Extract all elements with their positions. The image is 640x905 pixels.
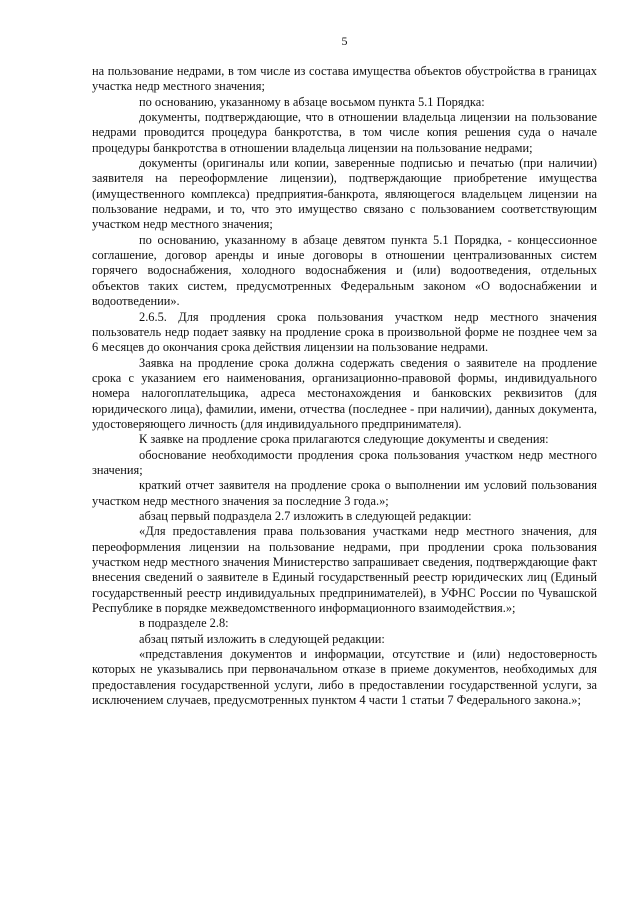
paragraph-8: К заявке на продление срока прилагаются следующие документы и сведения:: [139, 432, 549, 447]
paragraph-3: документы, подтверждающие, что в отношении владельца лицензии на пользование недрами проводится процедура банкротства, в том числе копия решения суда о начале процедуры банкротства в отношении владельца лицензии на пользование недрами;: [92, 110, 597, 155]
paragraph-10: краткий отчет заявителя на продление срока о выполнении им условий пользования участком недр местного значения за последние 3 года.»;: [92, 478, 597, 508]
paragraph-5: по основанию, указанному в абзаце девятом пункта 5.1 Порядка, - концессионное соглашение, договор аренды и иные договоры в отношении централизованных систем горячего водоснабжения, холодного водоснабжения и (или) водоотведения, отдельных объектов таких систем, предусмотренных Федеральным законом «О водоснабжении и водоотведении».: [92, 232, 597, 309]
paragraph-14: абзац пятый изложить в следующей редакции:: [139, 631, 385, 646]
paragraph-1: на пользование недрами, в том числе из состава имущества объектов обустройства в границах участка недр местного значения;: [92, 64, 597, 94]
paragraph-11: абзац первый подраздела 2.7 изложить в следующей редакции:: [139, 508, 472, 523]
paragraph-7: Заявка на продление срока должна содержать сведения о заявителе на продление срока с указанием его наименования, организационно-правовой формы, индивидуального номера налогоплательщика, адреса местонахождения и банковских реквизитов (для юридического лица), фамилии, имени, отчества (последнее - при наличии), данных документа, удостоверяющего личность (для индивидуального предпринимателя).: [92, 355, 597, 431]
paragraph-4: документы (оригиналы или копии, заверенные подписью и печатью (при наличии) заявителя на переоформление лицензии), подтверждающие приобретение имущества (имущественного комплекса) предприятия-банкрота, являющегося владельцем лицензии на пользование недрами, и то, что это имущество связано с пользованием соответствующим участком недр местного значения;: [92, 156, 597, 232]
paragraph-2: по основанию, указанному в абзаце восьмом пункта 5.1 Порядка:: [139, 94, 485, 109]
paragraph-9: обоснование необходимости продления срока пользования участком недр местного значения;: [92, 447, 597, 477]
page-number: 5: [341, 34, 348, 48]
paragraph-15: «представления документов и информации, отсутствие и (или) недостоверность которых не указывались при первоначальном отказе в приеме документов, необходимых для предоставления государственной услуги, либо в предоставлении государственной услуги, за исключением случаев, предусмотренных пунктом 4 части 1 статьи 7 Федерального закона.»;: [92, 647, 597, 708]
paragraph-6: 2.6.5. Для продления срока пользования участком недр местного значения пользователь недр подает заявку на продление срока в произвольной форме не позднее чем за 6 месяцев до окончания срока действия лицензии на пользование недрами.: [92, 309, 597, 355]
paragraph-12: «Для предоставления права пользования участками недр местного значения, для переоформления лицензии на пользование недрами, при продлении срока пользования участком недр местного значения Министерство запрашивает сведения, подтверждающие факт внесения сведений о заявителе в Единый государственный реестр юридических лиц (Единый государственный реестр индивидуальных предпринимателей), в УФНС России по Чувашской Республике в порядке межведомственного информационного взаимодействия.»;: [92, 524, 597, 616]
document-page: [92, 34, 597, 708]
paragraph-13: в подразделе 2.8:: [139, 616, 229, 631]
